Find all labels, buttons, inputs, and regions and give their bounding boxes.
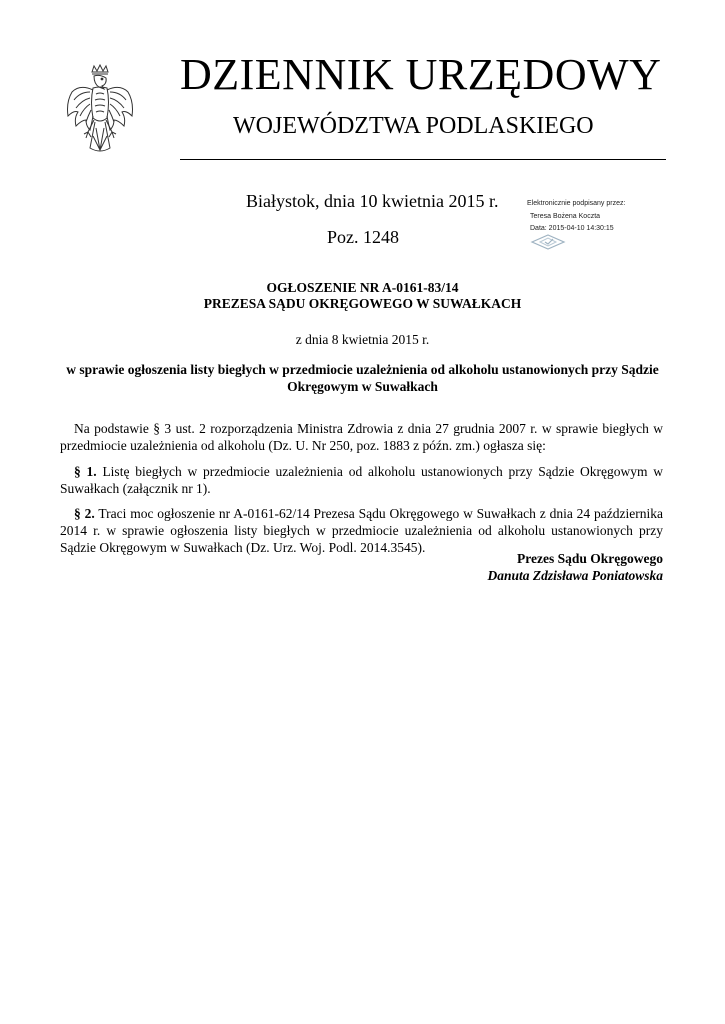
section-2-label: § 2. (74, 506, 95, 521)
signatory-role: Prezes Sądu Okręgowego (517, 551, 663, 566)
act-title-line1: OGŁOSZENIE NR A-0161-83/14 (266, 280, 459, 295)
section-2-paragraph (60, 505, 663, 556)
preamble-paragraph: Na podstawie § 3 ust. 2 rozporządzenia Ministra Zdrowia z dnia 27 grudnia 2007 r. w sprawie biegłych w przedmiocie uzależnienia od alkoholu (Dz. U. Nr 250, poz. 1883 z późn. zm.) ogłasza się: (60, 421, 663, 453)
section-1-text: Listę biegłych w przedmiocie uzależnienia od alkoholu ustanowionych przy Sądzie Okręgowym w Suwałkach (załącznik nr 1). (60, 463, 664, 496)
section-1-label: § 1. (74, 463, 97, 479)
act-title (60, 280, 665, 312)
signature-signer: Teresa Bożena Koczta (530, 212, 601, 220)
signatory-name: Danuta Zdzisława Poniatowska (487, 568, 663, 583)
journal-subtitle: WOJEWÓDZTWA PODLASKIEGO (233, 113, 594, 139)
signature-label: Elektronicznie podpisany przez: (527, 200, 626, 207)
position-number: Poz. 1248 (327, 227, 399, 247)
masthead-divider (180, 159, 666, 160)
electronic-signature-block (527, 198, 677, 236)
journal-title: DZIENNIK URZĘDOWY (180, 50, 662, 99)
act-subject: w sprawie ogłoszenia listy biegłych w przedmiocie uzależnienia od alkoholu ustanowionych przy Sądzie Okręgowym w Suwałkach (66, 362, 659, 394)
signature-date: Data: 2015-04-10 14:30:15 (530, 225, 614, 232)
section-1-paragraph (60, 463, 663, 497)
act-date: z dnia 8 kwietnia 2015 r. (295, 332, 430, 347)
act-body (60, 420, 663, 565)
signatory-block (487, 550, 663, 584)
white-eagle-emblem-icon (60, 62, 140, 162)
act-title-line2: PREZESA SĄDU OKRĘGOWEGO W SUWAŁKACH (203, 296, 522, 311)
section-2-text: Traci moc ogłoszenie nr A-0161-62/14 Prezesa Sądu Okręgowego w Suwałkach z dnia 24 października 2014 r. w sprawie ogłoszenia listy biegłych w przedmiocie uzależnienia od alkoholu ustanowionych przy Sądzie Okręgowym w Suwałkach (Dz. Urz. Woj. Podl. 2014.3545). (60, 506, 663, 555)
digital-signature-check-icon (530, 233, 566, 251)
publication-place-date: Białystok, dnia 10 kwietnia 2015 r. (246, 191, 499, 211)
